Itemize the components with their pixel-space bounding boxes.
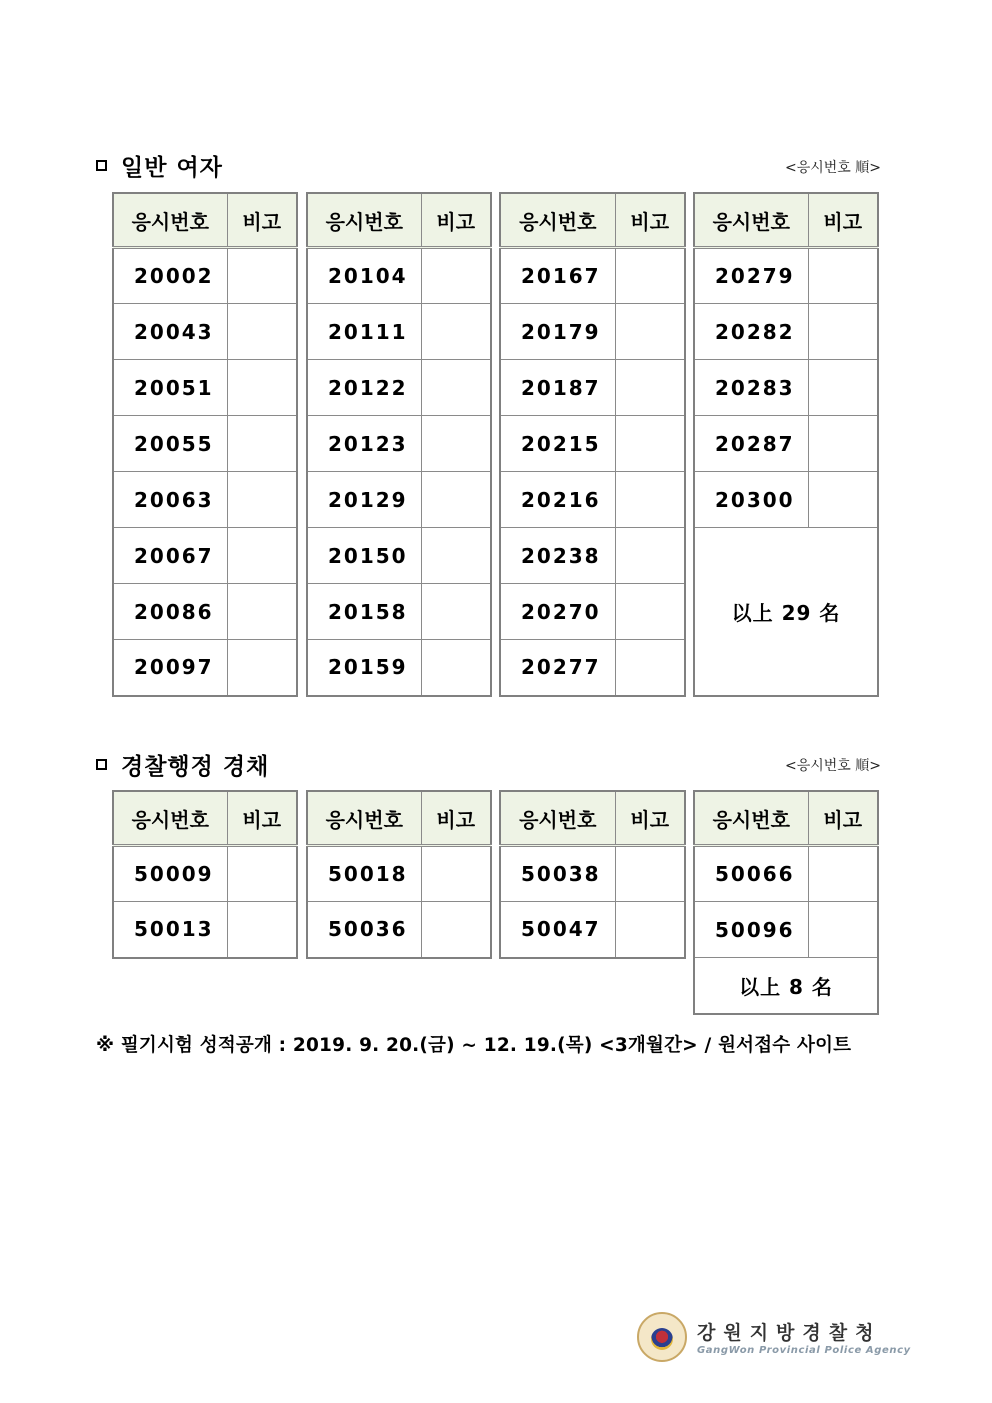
note-cell: [227, 584, 297, 640]
exam-number: 20287: [694, 416, 808, 472]
section-title-police-admin: [96, 748, 269, 781]
result-table-1: [112, 192, 298, 697]
exam-number: 20167: [500, 248, 615, 304]
note-cell: [421, 902, 491, 958]
note-cell: [808, 472, 878, 528]
exam-number: 50013: [113, 902, 227, 958]
note-cell: [421, 360, 491, 416]
exam-number: 20067: [113, 528, 227, 584]
exam-number: 20283: [694, 360, 808, 416]
note-cell: [227, 360, 297, 416]
exam-number: 20043: [113, 304, 227, 360]
exam-number: 50047: [500, 902, 615, 958]
sort-note: <응시번호 順>: [784, 758, 881, 774]
result-table-5: [112, 790, 298, 959]
exam-number: 20150: [307, 528, 421, 584]
exam-number: 20097: [113, 640, 227, 696]
agency-logo: [637, 1312, 911, 1362]
result-table-7: [499, 790, 686, 959]
col-header-note: 비고: [808, 193, 878, 248]
checkbox-square-icon: [96, 759, 107, 770]
note-cell: [421, 528, 491, 584]
col-header-note: 비고: [615, 193, 685, 248]
note-cell: [227, 846, 297, 902]
note-cell: [808, 304, 878, 360]
result-table-4: [693, 192, 879, 697]
col-header-note: 비고: [227, 193, 297, 248]
exam-number: 20159: [307, 640, 421, 696]
col-header-note: 비고: [421, 791, 491, 846]
note-cell: [227, 304, 297, 360]
col-header-number: 응시번호: [500, 791, 615, 846]
exam-number: 20002: [113, 248, 227, 304]
exam-number: 20123: [307, 416, 421, 472]
exam-number: 20270: [500, 584, 615, 640]
note-cell: [808, 248, 878, 304]
exam-number: 20051: [113, 360, 227, 416]
note-cell: [421, 304, 491, 360]
col-header-note: 비고: [227, 791, 297, 846]
note-cell: [421, 584, 491, 640]
agency-name-en: GangWon Provincial Police Agency: [697, 1345, 911, 1356]
exam-number: 20282: [694, 304, 808, 360]
note-cell: [808, 416, 878, 472]
note-cell: [808, 846, 878, 902]
col-header-note: 비고: [615, 791, 685, 846]
col-header-note: 비고: [808, 791, 878, 846]
note-cell: [421, 846, 491, 902]
note-cell: [227, 640, 297, 696]
exam-number: 50018: [307, 846, 421, 902]
exam-number: 20086: [113, 584, 227, 640]
note-cell: [421, 248, 491, 304]
police-emblem-icon: [637, 1312, 687, 1362]
exam-number: 20216: [500, 472, 615, 528]
exam-number: 20179: [500, 304, 615, 360]
result-table-6: [306, 790, 492, 959]
note-cell: [615, 472, 685, 528]
exam-number: 20279: [694, 248, 808, 304]
note-cell: [615, 846, 685, 902]
exam-number: 20300: [694, 472, 808, 528]
exam-number: 50009: [113, 846, 227, 902]
note-cell: [227, 528, 297, 584]
note-cell: [227, 902, 297, 958]
note-cell: [421, 640, 491, 696]
col-header-number: 응시번호: [694, 193, 808, 248]
exam-number: 20187: [500, 360, 615, 416]
checkbox-square-icon: [96, 160, 107, 171]
note-cell: [615, 640, 685, 696]
note-cell: [615, 528, 685, 584]
section-title-text: 일반 여자: [121, 155, 223, 181]
note-cell: [421, 416, 491, 472]
exam-number: 20277: [500, 640, 615, 696]
total-count-summary: 以上 29 名: [694, 528, 878, 696]
col-header-number: 응시번호: [500, 193, 615, 248]
col-header-number: 응시번호: [307, 791, 421, 846]
col-header-number: 응시번호: [113, 193, 227, 248]
col-header-note: 비고: [421, 193, 491, 248]
result-table-3: [499, 192, 686, 697]
note-cell: [808, 360, 878, 416]
note-cell: [227, 416, 297, 472]
exam-number: 50036: [307, 902, 421, 958]
exam-number: 20104: [307, 248, 421, 304]
exam-number: 20122: [307, 360, 421, 416]
section-title-general-female: [96, 149, 223, 182]
result-table-8: [693, 790, 879, 1015]
note-cell: [615, 902, 685, 958]
score-disclosure-note: ※ 필기시험 성적공개 : 2019. 9. 20.(금) ~ 12. 19.(목) <3개월간> / 원서접수 사이트: [96, 1035, 852, 1056]
exam-number: 20129: [307, 472, 421, 528]
exam-number: 50066: [694, 846, 808, 902]
note-cell: [808, 902, 878, 958]
exam-number: 50096: [694, 902, 808, 958]
col-header-number: 응시번호: [694, 791, 808, 846]
col-header-number: 응시번호: [307, 193, 421, 248]
section-title-text: 경찰행정 경채: [121, 754, 270, 780]
exam-number: 20111: [307, 304, 421, 360]
exam-number: 20238: [500, 528, 615, 584]
note-cell: [227, 248, 297, 304]
agency-name-kr: 강원지방경찰청: [697, 1322, 882, 1344]
exam-number: 20215: [500, 416, 615, 472]
note-cell: [421, 472, 491, 528]
note-cell: [615, 248, 685, 304]
note-cell: [615, 416, 685, 472]
exam-number: 50038: [500, 846, 615, 902]
sort-note: <응시번호 順>: [784, 160, 881, 176]
exam-number: 20063: [113, 472, 227, 528]
note-cell: [615, 304, 685, 360]
note-cell: [227, 472, 297, 528]
col-header-number: 응시번호: [113, 791, 227, 846]
note-cell: [615, 360, 685, 416]
exam-number: 20158: [307, 584, 421, 640]
note-cell: [615, 584, 685, 640]
result-table-2: [306, 192, 492, 697]
exam-number: 20055: [113, 416, 227, 472]
total-count-summary: 以上 8 名: [694, 958, 878, 1014]
